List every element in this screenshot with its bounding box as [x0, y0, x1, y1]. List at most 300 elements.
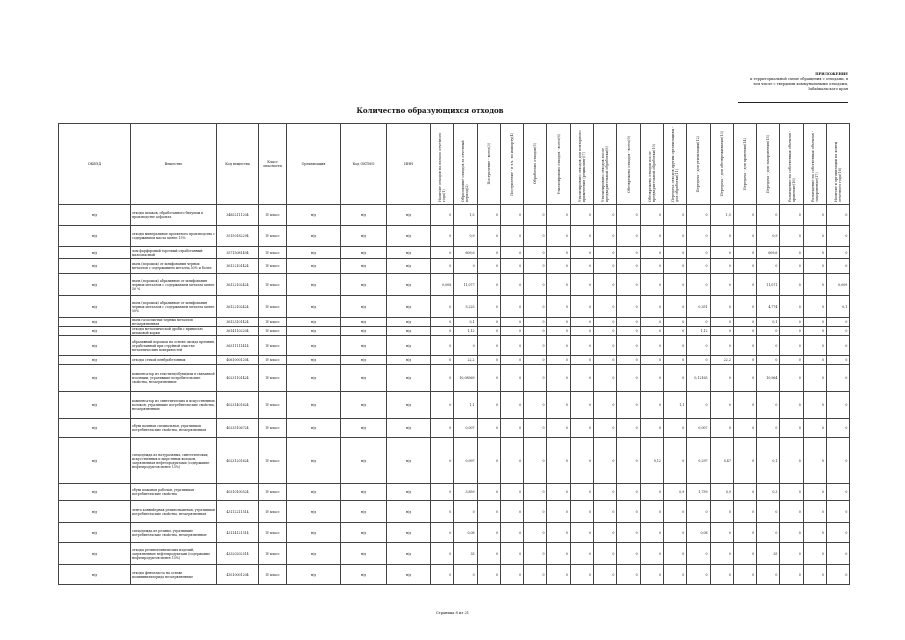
column-header [663, 124, 686, 205]
table-cell: 43320202514 [217, 543, 259, 565]
amount-cell: 0 [640, 365, 663, 392]
amount-cell: 0 [477, 565, 500, 585]
amount-cell: 0 [710, 419, 733, 438]
amount-cell: 0 [500, 565, 523, 585]
table-cell: IV класс [259, 259, 287, 274]
table-cell: н/д [341, 318, 387, 327]
amount-cell: 0 [431, 565, 454, 585]
amount-cell: 0 [663, 565, 686, 585]
amount-cell: 0 [547, 523, 570, 543]
amount-cell: 0 [547, 365, 570, 392]
amount-cell: 0 [803, 274, 826, 296]
table-row [59, 356, 850, 365]
amount-cell: 0,351 [687, 296, 710, 318]
amount-cell: 0 [547, 419, 570, 438]
table-cell: н/д [387, 501, 431, 523]
amount-cell: 0 [803, 438, 826, 484]
amount-cell: 0 [617, 226, 640, 247]
amount-cell: 0 [757, 565, 780, 585]
amount-cell: 0 [710, 501, 733, 523]
amount-cell: 0 [780, 392, 803, 419]
amount-cell: 0 [617, 296, 640, 318]
amount-cell: 1,5 [454, 205, 477, 226]
amount-cell: 0 [780, 247, 803, 259]
amount-cell: 0 [477, 296, 500, 318]
amount-cell: 0 [733, 296, 756, 318]
table-cell: 36311111414 [217, 336, 259, 356]
table-cell: 43112211514 [217, 501, 259, 523]
amount-cell: 0 [733, 501, 756, 523]
table-cell: н/д [341, 543, 387, 565]
column-header-label: Образование отходов за отчетный период(2) [461, 140, 470, 202]
amount-cell: 5,225 [454, 296, 477, 318]
amount-cell: 0 [803, 226, 826, 247]
amount-cell: 0 [780, 226, 803, 247]
amount-cell: 0 [663, 205, 686, 226]
amount-cell: 0 [640, 356, 663, 365]
amount-cell: 0,12 [640, 438, 663, 484]
table-cell: н/д [287, 565, 341, 585]
amount-cell: 0 [500, 318, 523, 327]
amount-cell: 0 [640, 247, 663, 259]
amount-cell: 0 [617, 247, 640, 259]
amount-cell: 0 [733, 336, 756, 356]
amount-cell: 0 [803, 392, 826, 419]
table-cell: н/д [387, 226, 431, 247]
column-header-label: Обработано отходов(5) [533, 143, 538, 185]
amount-cell: 0 [663, 247, 686, 259]
amount-cell: 0 [687, 565, 710, 585]
page-number: Страница 8 из 21 [435, 611, 470, 615]
amount-cell: 0 [640, 565, 663, 585]
amount-cell: 0 [710, 247, 733, 259]
table-cell: н/д [387, 484, 431, 501]
amount-cell: 0 [617, 523, 640, 543]
amount-cell: 0 [570, 565, 593, 585]
amount-cell: 0 [524, 327, 547, 336]
amount-cell: 0 [524, 226, 547, 247]
amount-cell: 0 [710, 274, 733, 296]
column-header [477, 124, 500, 205]
amount-cell: 0,008 [431, 274, 454, 296]
waste-name-cell: компенсатор из текстиля/обуви/или в связанной изоляции, утратившие потребительские свойства, незагрязненные [131, 365, 217, 392]
appendix-signature-line [738, 102, 848, 103]
amount-cell: 0 [594, 318, 617, 327]
table-cell: 40231201624 [217, 438, 259, 484]
amount-cell: 0 [594, 484, 617, 501]
amount-cell: 0 [780, 327, 803, 336]
table-cell: 36122102424 [217, 274, 259, 296]
amount-cell: 0 [477, 226, 500, 247]
table-cell: н/д [59, 565, 131, 585]
table-cell: 40310100524 [217, 484, 259, 501]
amount-cell: 0 [663, 274, 686, 296]
amount-cell: 0,3 [757, 484, 780, 501]
amount-cell: 0 [594, 259, 617, 274]
amount-cell: 0 [431, 484, 454, 501]
table-cell: н/д [341, 356, 387, 365]
amount-cell: 0 [733, 523, 756, 543]
amount-cell: 0 [803, 259, 826, 274]
amount-cell: 0 [524, 296, 547, 318]
column-header-label: Наличие отходов на начало отчетного года(1) [438, 132, 447, 202]
amount-cell: 0 [500, 501, 523, 523]
table-row [59, 565, 850, 585]
amount-cell: 0 [547, 205, 570, 226]
column-header [454, 124, 477, 205]
waste-name-cell: пыль (порошок) абразивные от шлифования черных металлов с содержанием металла менее 50% [131, 296, 217, 318]
amount-cell: 0 [687, 318, 710, 327]
amount-cell: 0 [570, 484, 593, 501]
table-cell: н/д [59, 318, 131, 327]
table-cell: н/д [387, 543, 431, 565]
table-cell: н/д [387, 356, 431, 365]
amount-cell: 0 [617, 438, 640, 484]
amount-cell: 0 [524, 438, 547, 484]
amount-cell: 0 [477, 523, 500, 543]
amount-cell: 0 [500, 356, 523, 365]
amount-cell: 1,5 [710, 205, 733, 226]
amount-cell: 0 [803, 296, 826, 318]
amount-cell: 0 [594, 247, 617, 259]
amount-cell: 0 [500, 365, 523, 392]
table-cell: н/д [287, 296, 341, 318]
table-row [59, 501, 850, 523]
table-cell: н/д [341, 296, 387, 318]
table-cell: н/д [341, 259, 387, 274]
amount-cell: 0 [547, 565, 570, 585]
column-header [547, 124, 570, 205]
amount-cell: 0 [594, 565, 617, 585]
amount-cell: 0 [477, 501, 500, 523]
amount-cell: 0 [757, 419, 780, 438]
amount-cell: 22,2 [454, 356, 477, 365]
amount-cell: 0 [500, 484, 523, 501]
amount-cell: 0 [803, 501, 826, 523]
amount-cell: 0 [547, 356, 570, 365]
table-cell: н/д [287, 419, 341, 438]
amount-cell: 0 [640, 543, 663, 565]
table-cell: н/д [341, 484, 387, 501]
amount-cell: 0 [431, 523, 454, 543]
amount-cell: 0,08 [687, 523, 710, 543]
amount-cell: 0 [617, 365, 640, 392]
table-cell: 43114121514 [217, 523, 259, 543]
amount-cell: 0 [617, 565, 640, 585]
waste-name-cell: пыль (порошок) абразивные от шлифования черных металлов с содержанием металла менее 50 % [131, 274, 217, 296]
column-header [827, 124, 850, 205]
amount-cell: 0 [594, 296, 617, 318]
table-cell: IV класс [259, 365, 287, 392]
amount-cell: 0 [547, 274, 570, 296]
amount-cell: 0 [524, 274, 547, 296]
amount-cell: 0,297 [687, 438, 710, 484]
amount-cell: 0 [640, 327, 663, 336]
table-cell: н/д [387, 523, 431, 543]
amount-cell: 0 [827, 336, 850, 356]
amount-cell: 0 [733, 274, 756, 296]
amount-cell: 0 [500, 226, 523, 247]
table-cell: IV класс [259, 336, 287, 356]
amount-cell: 0 [431, 336, 454, 356]
amount-cell: 0 [757, 501, 780, 523]
amount-cell: 35 [454, 543, 477, 565]
amount-cell: 0 [477, 259, 500, 274]
table-cell: IV класс [259, 419, 287, 438]
table-cell: н/д [341, 336, 387, 356]
column-header-label: Поступление - в т.ч. по импорту(4) [510, 132, 515, 196]
column-header-label: Размещение на собственных объектах - хранение(16) [787, 130, 796, 202]
table-header-row [59, 124, 850, 205]
table-cell: 40610001204 [217, 356, 259, 365]
amount-cell: 0 [570, 226, 593, 247]
amount-cell: 0,1 [757, 438, 780, 484]
amount-cell: 0,007 [454, 419, 477, 438]
amount-cell: 0 [663, 543, 686, 565]
amount-cell: 0 [733, 565, 756, 585]
amount-cell: 0 [431, 247, 454, 259]
amount-cell: 0 [524, 205, 547, 226]
page-title: Количество образующихся отходов [356, 106, 504, 115]
amount-cell: 0 [733, 318, 756, 327]
amount-cell: 0 [594, 392, 617, 419]
amount-cell: 0 [640, 205, 663, 226]
table-cell: 40231101424 [217, 365, 259, 392]
amount-cell: 0 [594, 356, 617, 365]
table-cell: н/д [387, 205, 431, 226]
amount-cell: 0 [827, 543, 850, 565]
column-header [524, 124, 547, 205]
amount-cell: 0 [547, 318, 570, 327]
amount-cell: 0 [687, 336, 710, 356]
amount-cell: 0,9 [663, 484, 686, 501]
appendix-line: том числе с твердыми коммунальными отходами, [753, 82, 848, 86]
amount-cell: 0 [710, 565, 733, 585]
amount-cell: 0,997 [454, 438, 477, 484]
waste-name-cell: лом фарфоровый торговый отработанный малоопасный [131, 247, 217, 259]
amount-cell: 0 [710, 543, 733, 565]
table-row [59, 523, 850, 543]
amount-cell: 0 [780, 274, 803, 296]
amount-cell: 0 [547, 296, 570, 318]
amount-cell: 0 [827, 356, 850, 365]
amount-cell: 0 [780, 484, 803, 501]
amount-cell: 0 [500, 247, 523, 259]
table-cell: 34852111204 [217, 205, 259, 226]
amount-cell: 0 [640, 523, 663, 543]
table-cell: н/д [341, 501, 387, 523]
waste-name-cell: лента конвейерная резинотканевая, утратившая потребительские свойства, незагрязненная [131, 501, 217, 523]
amount-cell: 609,6 [454, 247, 477, 259]
table-cell: н/д [59, 336, 131, 356]
amount-cell: 0 [757, 392, 780, 419]
column-header [640, 124, 663, 205]
amount-cell: 0 [477, 438, 500, 484]
amount-cell: 0 [477, 365, 500, 392]
amount-cell: 0 [617, 205, 640, 226]
amount-cell: 0 [547, 484, 570, 501]
table-cell: н/д [387, 259, 431, 274]
table-cell: н/д [341, 205, 387, 226]
amount-cell: 0 [594, 365, 617, 392]
amount-cell: 0 [524, 392, 547, 419]
amount-cell: 0 [547, 226, 570, 247]
column-header-label: Передача - для утилизации(12) [696, 135, 701, 193]
amount-cell: 22,2 [710, 356, 733, 365]
amount-cell: 0 [710, 318, 733, 327]
table-cell: н/д [341, 327, 387, 336]
waste-name-cell: спецодежда из натуральных, синтетических, искусственных и шерстяных волокон, загрязненная нефтепродуктами (содержание нефтепродуктов менее 15%) [131, 438, 217, 484]
amount-cell: 0 [500, 259, 523, 274]
table-cell: IV класс [259, 226, 287, 247]
amount-cell: 0 [547, 501, 570, 523]
table-cell: н/д [59, 501, 131, 523]
column-header [687, 124, 710, 205]
amount-cell: 0 [524, 565, 547, 585]
column-header-label: Передача - для захоронения(15) [766, 134, 771, 194]
table-cell: н/д [287, 327, 341, 336]
amount-cell: 0 [780, 501, 803, 523]
amount-cell: 0 [780, 336, 803, 356]
column-header [733, 124, 756, 205]
amount-cell: 0 [663, 327, 686, 336]
amount-cell: 0 [733, 438, 756, 484]
amount-cell: 0 [827, 259, 850, 274]
table-cell: н/д [341, 365, 387, 392]
table-cell: н/д [59, 356, 131, 365]
waste-name-cell: отходы минеральные проектного производства с содержанием масла менее 15% [131, 226, 217, 247]
table-row [59, 274, 850, 296]
table-row [59, 336, 850, 356]
table-cell: н/д [287, 501, 341, 523]
amount-cell: 0 [500, 296, 523, 318]
amount-cell: 0 [710, 365, 733, 392]
table-cell: н/д [59, 392, 131, 419]
amount-cell: 0 [757, 327, 780, 336]
amount-cell: 0 [803, 484, 826, 501]
amount-cell: 0 [733, 327, 756, 336]
amount-cell: 0,9 [710, 484, 733, 501]
table-cell: IV класс [259, 543, 287, 565]
amount-cell: 0 [640, 336, 663, 356]
amount-cell: 0 [780, 365, 803, 392]
table-cell: IV класс [259, 356, 287, 365]
amount-cell: 0 [454, 501, 477, 523]
amount-cell: 0 [827, 392, 850, 419]
amount-cell: 0 [687, 356, 710, 365]
table-cell: н/д [341, 565, 387, 585]
amount-cell: 0 [570, 438, 593, 484]
amount-cell: 0 [570, 523, 593, 543]
column-header [594, 124, 617, 205]
amount-cell: 0 [733, 419, 756, 438]
amount-cell: 0 [570, 356, 593, 365]
table-cell: IV класс [259, 484, 287, 501]
amount-cell: 0 [733, 365, 756, 392]
amount-cell: 0 [477, 274, 500, 296]
amount-cell: 0 [663, 356, 686, 365]
amount-cell: 0 [431, 543, 454, 565]
amount-cell: 0 [663, 501, 686, 523]
amount-cell: 0 [570, 318, 593, 327]
table-cell: 35150182294 [217, 226, 259, 247]
appendix-line: Забайкальского края [807, 87, 848, 91]
amount-cell: 0 [640, 259, 663, 274]
amount-cell: 0 [710, 336, 733, 356]
table-cell: IV класс [259, 296, 287, 318]
column-header: ОКВЭД [59, 124, 131, 205]
table-cell: н/д [287, 543, 341, 565]
amount-cell: 0 [594, 205, 617, 226]
amount-cell: 0 [710, 392, 733, 419]
column-header-label: Передача отходов другим организациям - для обработки(11) [671, 126, 680, 202]
amount-cell: 0 [733, 205, 756, 226]
amount-cell: 0 [780, 543, 803, 565]
amount-cell: 0 [477, 327, 500, 336]
amount-cell: 0 [594, 523, 617, 543]
amount-cell: 0 [710, 523, 733, 543]
amount-cell: 0 [617, 392, 640, 419]
amount-cell: 0 [547, 543, 570, 565]
table-cell: н/д [287, 247, 341, 259]
table-cell: н/д [59, 226, 131, 247]
amount-cell: 0 [524, 501, 547, 523]
amount-cell: 0 [687, 226, 710, 247]
column-header: Организация [287, 124, 341, 205]
amount-cell: 0 [617, 356, 640, 365]
amount-cell: 0 [780, 438, 803, 484]
amount-cell: 0 [663, 226, 686, 247]
amount-cell: 0 [524, 419, 547, 438]
table-cell: н/д [341, 438, 387, 484]
table-cell: IV класс [259, 274, 287, 296]
column-header-label: Обезврежено отходов после предварительной обработки(10) [647, 144, 656, 202]
table-cell: 40235106724 [217, 419, 259, 438]
amount-cell: 0 [757, 259, 780, 274]
waste-table [58, 123, 850, 585]
amount-cell: 0 [827, 484, 850, 501]
table-cell: н/д [341, 274, 387, 296]
table-cell: н/д [287, 336, 341, 356]
amount-cell: 0 [431, 392, 454, 419]
amount-cell: 0 [431, 259, 454, 274]
amount-cell: 0 [710, 259, 733, 274]
amount-cell: 0 [687, 543, 710, 565]
amount-cell: 0 [477, 318, 500, 327]
amount-cell: 0 [780, 419, 803, 438]
table-cell: н/д [59, 523, 131, 543]
amount-cell: 0 [594, 501, 617, 523]
waste-name-cell: обувь валяная специальная, утратившая потребительские свойства, незагрязненная [131, 419, 217, 438]
amount-cell: 1,1 [663, 392, 686, 419]
amount-cell: 4,774 [757, 296, 780, 318]
amount-cell: 0 [617, 259, 640, 274]
table-row [59, 327, 850, 336]
amount-cell: 0 [780, 259, 803, 274]
column-header: Вещество [131, 124, 217, 205]
table-cell: IV класс [259, 327, 287, 336]
amount-cell: 0 [547, 259, 570, 274]
amount-cell: 0 [594, 336, 617, 356]
amount-cell: 0 [687, 274, 710, 296]
amount-cell: 0 [663, 419, 686, 438]
amount-cell: 0 [500, 543, 523, 565]
table-cell: IV класс [259, 392, 287, 419]
table-cell: н/д [387, 392, 431, 419]
amount-cell: 0 [803, 523, 826, 543]
amount-cell: 0 [524, 523, 547, 543]
amount-cell: 0,1 [454, 318, 477, 327]
